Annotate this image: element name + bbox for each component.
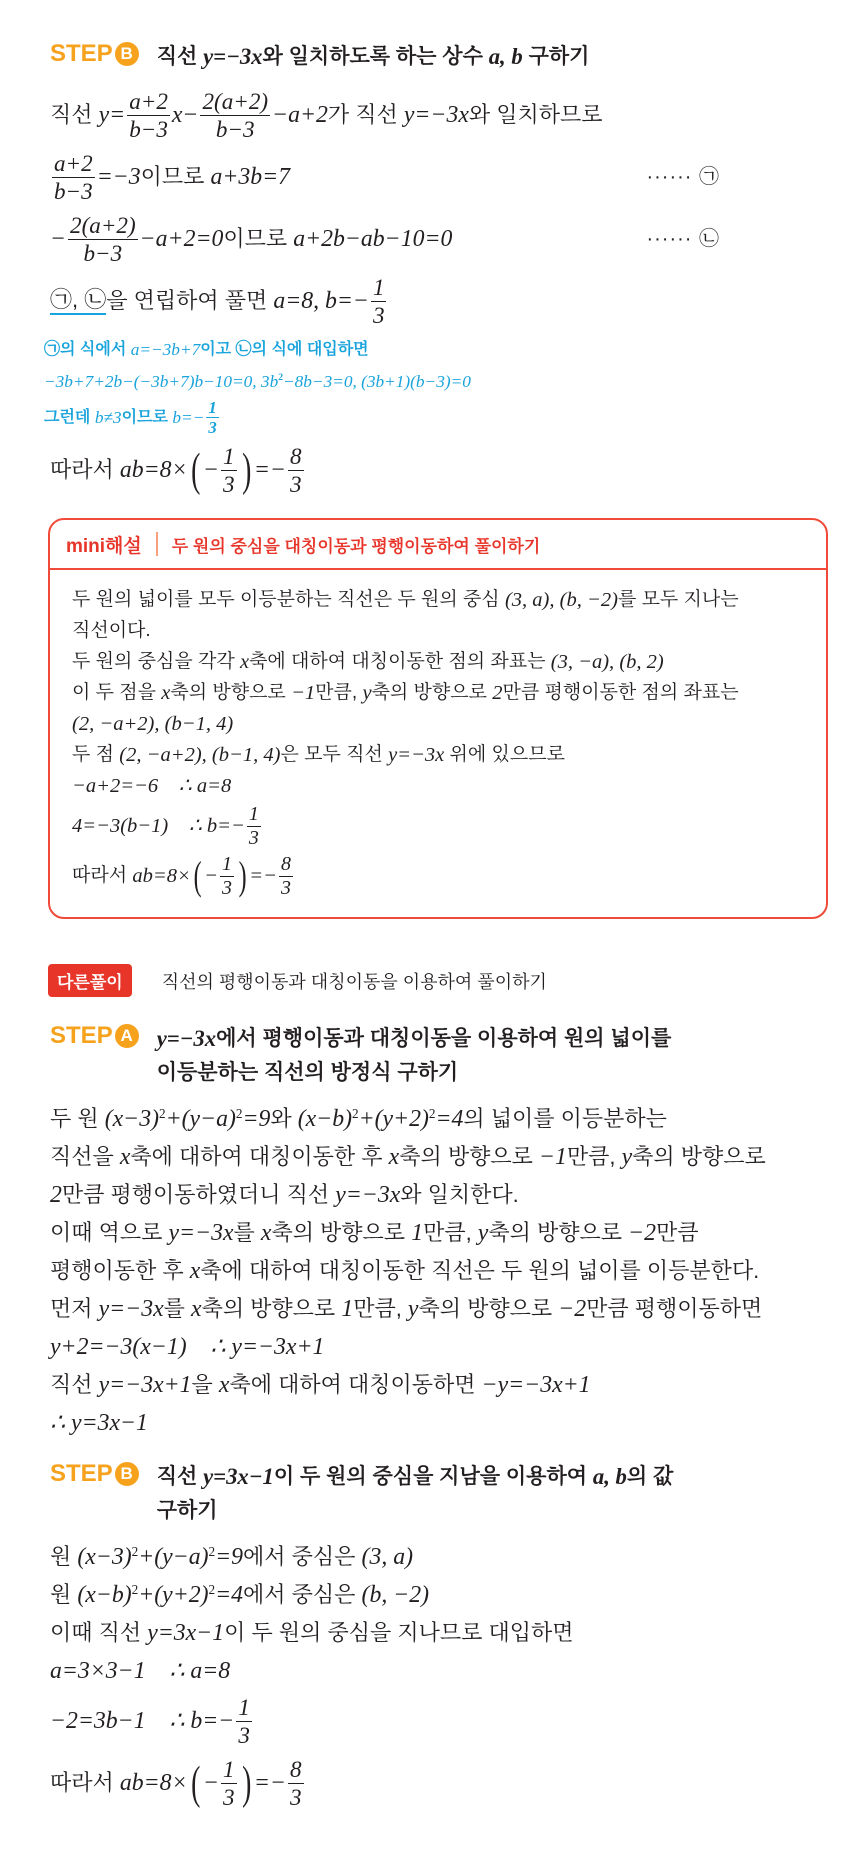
text-line	[157, 40, 590, 74]
text: 만큼 평행이동한 점의 좌표는	[502, 681, 739, 703]
math: a+2b−ab−10=0	[293, 226, 453, 252]
step-label	[50, 40, 139, 68]
fraction	[200, 88, 270, 142]
math: =4	[435, 1106, 464, 1132]
text-line	[50, 1538, 830, 1576]
text-line	[157, 1460, 674, 1494]
math: a=−3b+7	[130, 340, 201, 359]
math: =9	[215, 1544, 244, 1570]
math: x	[218, 1372, 230, 1398]
alternative-solution-header	[48, 964, 547, 997]
fraction	[206, 398, 218, 438]
step-text: STEP	[50, 1460, 113, 1487]
parenthesis: )	[241, 1756, 251, 1808]
step-b-section	[50, 40, 830, 332]
text-line	[50, 1404, 830, 1442]
math: y	[407, 1296, 419, 1322]
math: (2, −a+2), (b−1, 4)	[119, 743, 281, 766]
parenthesis: (	[190, 1756, 200, 1808]
text-line	[72, 851, 806, 901]
text: 이 두 점을	[72, 681, 162, 703]
text-line	[50, 1690, 830, 1752]
text: 와 일치하므로	[468, 102, 603, 127]
text-line	[44, 334, 824, 366]
math: 2	[50, 1182, 62, 1208]
text: 직선	[50, 102, 99, 127]
fraction	[221, 443, 237, 497]
text-line	[50, 270, 830, 332]
math: x	[191, 1296, 202, 1322]
text: 위에 있으므로	[444, 743, 565, 765]
step-text: STEP	[50, 40, 113, 67]
text-line	[72, 584, 806, 615]
math: y	[362, 681, 372, 704]
math: −2=3b−1 ∴ b=−	[50, 1708, 235, 1734]
text: 이므로	[140, 164, 211, 189]
math: a=3×3−1 ∴ a=8	[50, 1658, 231, 1684]
equation-marker: ······ ㉡	[646, 228, 720, 250]
text: 축의 방향으로	[271, 1220, 412, 1245]
text: ㉠의 식에서	[44, 341, 131, 358]
math: −	[202, 457, 219, 484]
step-title	[157, 1460, 674, 1528]
text: 와	[270, 1106, 298, 1131]
text: 에서 중심은	[243, 1582, 362, 1607]
math: −1	[538, 1144, 567, 1170]
text: 두 원의 넓이를 모두 이등분하는 직선은 두 원의 중심	[72, 588, 505, 610]
step-badge: B	[115, 1462, 139, 1486]
math: a, b	[592, 1464, 627, 1489]
text: 두 원의 중심을 각각	[72, 650, 240, 672]
step-badge: A	[115, 1024, 139, 1048]
math: 4=−3(b−1) ∴ b=−	[72, 815, 245, 837]
text: 두 점	[72, 743, 120, 765]
denominator: 3	[208, 418, 217, 438]
text: 축에 대하여 대칭이동하면	[229, 1372, 482, 1397]
text: 직선	[50, 1372, 99, 1397]
math: =9	[242, 1106, 271, 1132]
math: −	[50, 226, 67, 252]
denominator: 3	[280, 876, 291, 899]
text-line	[50, 1100, 830, 1138]
text-line	[50, 1614, 830, 1652]
text-line	[50, 1290, 830, 1328]
math: x	[260, 1220, 272, 1246]
text: 의 넓이를 이등분하는	[463, 1106, 667, 1131]
text-line	[72, 739, 806, 770]
step-title	[157, 1022, 672, 1090]
superscript: 2	[352, 1105, 359, 1121]
math: (x−3)	[77, 1544, 132, 1570]
math: (x−b)	[77, 1582, 132, 1608]
text: 그런데	[44, 408, 95, 426]
math: −2	[558, 1296, 587, 1322]
numerator: 8	[280, 852, 291, 875]
text: 구하기	[156, 1499, 218, 1522]
math: −3b+7+2b−(−3b+7)b−10=0, 3b	[44, 372, 279, 391]
text: 을 연립하여 풀면	[106, 288, 274, 313]
math: (x−b)	[297, 1106, 353, 1132]
text: 구하기	[522, 45, 590, 68]
text: 평행이동한 후	[50, 1258, 190, 1283]
text: 이므로	[121, 408, 173, 426]
math: =−	[253, 457, 286, 484]
math: ab=8×	[119, 457, 188, 484]
text: 이 두 원의 중심을 지남을 이용하여	[273, 1465, 593, 1488]
math: (3, a), (b, −2)	[504, 588, 618, 611]
text: 따라서	[50, 457, 120, 483]
text-line	[50, 443, 830, 497]
alt-badge: 다른풀이	[48, 964, 132, 997]
text-line	[72, 770, 806, 801]
text: 만큼,	[566, 1144, 622, 1169]
text: 두 원	[50, 1106, 105, 1131]
step-badge: B	[115, 42, 139, 66]
math: y=−3x+1	[98, 1372, 192, 1398]
text-line	[72, 677, 806, 708]
mini-label: mini해설	[66, 535, 142, 557]
mini-explanation-box	[48, 518, 828, 919]
fraction	[247, 803, 261, 850]
denominator: 3	[222, 470, 235, 497]
math: −2	[628, 1220, 656, 1246]
math: 2	[492, 681, 503, 704]
text: 이때 직선	[50, 1620, 148, 1645]
numerator: 8	[289, 1755, 302, 1782]
step-a-section	[50, 1022, 830, 1442]
math: x	[189, 1258, 201, 1284]
text: 이 두 원의 중심을 지나므로 대입하면	[224, 1620, 574, 1645]
numerator: 1	[238, 1693, 250, 1720]
denominator: b−3	[83, 239, 123, 266]
math: a=8, b=−	[273, 288, 369, 314]
denominator: 3	[238, 1721, 250, 1748]
denominator: b−3	[54, 177, 93, 204]
text: 를	[233, 1220, 261, 1245]
text: 를 모두 지나는	[617, 588, 739, 610]
parenthesis: (	[190, 443, 200, 495]
fraction	[279, 853, 293, 900]
text-line	[72, 708, 806, 739]
step-title	[157, 40, 590, 74]
denominator: b−3	[215, 115, 255, 142]
conclusion	[50, 443, 830, 497]
math: =−	[249, 865, 277, 887]
superscript: 2	[428, 1105, 436, 1121]
text-line	[50, 1328, 830, 1366]
math: 1	[341, 1296, 354, 1322]
math: y=−3x	[203, 44, 263, 69]
denominator: 3	[222, 1783, 235, 1810]
text-line	[50, 1652, 830, 1690]
step-label	[50, 1022, 139, 1050]
math: −y=−3x+1	[481, 1372, 591, 1398]
text: 만큼,	[423, 1220, 478, 1245]
text: 축의 방향으로	[170, 681, 292, 703]
text-line	[72, 801, 806, 851]
step-header	[50, 1022, 830, 1090]
text: 이때 역으로	[50, 1220, 169, 1245]
mini-header	[50, 520, 826, 570]
text: 축의 방향으로	[632, 1144, 766, 1169]
math: x	[161, 681, 171, 704]
text: 축에 대하여 대칭이동한 직선은 두 원의 넓이를 이등분한다.	[200, 1258, 760, 1283]
text-line	[50, 208, 830, 270]
math: −a+2=−6 ∴ a=8	[72, 774, 232, 797]
text: 먼저	[50, 1296, 99, 1321]
denominator: b−3	[129, 115, 168, 142]
superscript: 2	[208, 1543, 216, 1559]
math: =−	[253, 1770, 286, 1796]
text: 따라서	[50, 1770, 120, 1795]
denominator: 3	[289, 1783, 302, 1810]
text: 축의 방향으로	[418, 1296, 559, 1321]
numerator: a+2	[129, 87, 168, 114]
text: 을	[191, 1372, 219, 1397]
math: −a+2=0	[139, 226, 224, 252]
text: 축에 대하여 대칭이동한 후	[130, 1144, 389, 1169]
math: −	[204, 865, 218, 887]
text-line	[157, 1022, 672, 1056]
superscript: 2	[208, 1581, 216, 1597]
math: y=−3x	[98, 1296, 164, 1322]
text: 이고 ㉡의 식에 대입하면	[200, 341, 369, 358]
fraction	[127, 88, 170, 142]
superscript: 2	[131, 1543, 139, 1559]
text-line	[50, 1576, 830, 1614]
text: 이므로	[223, 226, 294, 251]
superscript: 2	[235, 1105, 243, 1121]
text: 축의 방향으로	[201, 1296, 342, 1321]
text: 가 직선	[327, 102, 404, 127]
superscript: 2	[278, 372, 283, 384]
text-line	[50, 1138, 830, 1176]
parenthesis: )	[238, 853, 247, 899]
numerator: 1	[222, 1755, 235, 1782]
fraction	[220, 853, 234, 900]
text: 에서 평행이동과 대칭이동을 이용하여 원의 넓이를	[216, 1027, 672, 1050]
text-line	[50, 1252, 830, 1290]
underlined-ref: ㉠, ㉡	[50, 287, 106, 315]
text: 따라서	[72, 865, 133, 886]
fraction	[52, 150, 95, 204]
math: −a+2	[272, 102, 328, 128]
text-line	[50, 84, 830, 146]
text: 축의 방향으로	[371, 681, 493, 703]
superscript: 2	[131, 1581, 139, 1597]
math: +(y+2)	[138, 1582, 209, 1608]
math: y	[621, 1144, 633, 1170]
text: 직선이다.	[72, 619, 151, 641]
text-line	[44, 366, 824, 398]
math: b≠3	[94, 407, 122, 427]
text-line	[50, 1366, 830, 1404]
text-line	[50, 1214, 830, 1252]
side-notes	[44, 334, 824, 438]
step-text: STEP	[50, 1022, 113, 1049]
math: (3, −a), (b, 2)	[550, 650, 664, 673]
text-line	[50, 146, 830, 208]
math: b=−	[172, 407, 205, 427]
fraction	[236, 1694, 252, 1748]
text: 축의 방향으로	[488, 1220, 629, 1245]
text: 축에 대하여 대칭이동한 점의 좌표는	[249, 650, 551, 672]
numerator: a+2	[54, 149, 93, 176]
step-label	[50, 1460, 139, 1488]
superscript: 2	[159, 1105, 166, 1121]
text: 원	[50, 1544, 78, 1569]
math: y	[477, 1220, 489, 1246]
denominator: 3	[221, 876, 232, 899]
text-line	[50, 1752, 830, 1814]
denominator: 3	[289, 470, 302, 497]
text: 직선	[156, 1465, 204, 1488]
text: 와 일치한다.	[400, 1182, 519, 1207]
numerator: 1	[248, 802, 259, 825]
text: 를	[163, 1296, 192, 1321]
step-header	[50, 40, 830, 74]
text: 직선	[156, 45, 204, 68]
math: y=−3x	[388, 743, 445, 766]
math: +(y+2)	[358, 1106, 429, 1132]
text-line	[44, 398, 824, 438]
text-line	[72, 615, 806, 646]
text-line	[50, 1176, 830, 1214]
fraction	[371, 274, 387, 328]
math: +(y−a)	[138, 1544, 209, 1570]
alt-text: 직선의 평행이동과 대칭이동을 이용하여 풀이하기	[161, 971, 547, 992]
text: 만큼,	[353, 1296, 408, 1321]
denominator: 3	[372, 301, 385, 328]
text: 만큼 평행이동하였더니 직선	[61, 1182, 336, 1207]
math: y=−3x	[403, 102, 469, 128]
equation-marker: ······ ㉠	[646, 166, 720, 188]
math: (b, −2)	[361, 1582, 430, 1608]
text: 만큼 평행이동하면	[586, 1296, 763, 1321]
text: 축의 방향으로	[399, 1144, 539, 1169]
math: x−	[171, 102, 199, 128]
numerator: 1	[372, 273, 385, 300]
text-line	[157, 1056, 672, 1090]
math: y=−3x	[168, 1220, 234, 1246]
math: (2, −a+2), (b−1, 4)	[72, 712, 234, 735]
divider	[156, 532, 158, 556]
text-line	[72, 646, 806, 677]
math: =−3	[96, 164, 141, 190]
numerator: 1	[222, 443, 235, 469]
math: ab=8×	[132, 865, 191, 887]
parenthesis: )	[241, 443, 251, 495]
fraction	[221, 1756, 237, 1810]
math: =4	[215, 1582, 244, 1608]
math: y=	[98, 102, 126, 128]
mini-title: 두 원의 중심을 대칭이동과 평행이동하여 풀이하기	[171, 536, 541, 556]
math: ∴ y=3x−1	[50, 1410, 148, 1436]
fraction	[288, 443, 304, 497]
text: 와 일치하도록 하는 상수	[262, 45, 489, 68]
denominator: 3	[248, 826, 259, 849]
math: ab=8×	[119, 1770, 188, 1796]
math: (3, a)	[361, 1544, 413, 1570]
math: a, b	[488, 44, 523, 69]
math: y=3x−1	[147, 1620, 225, 1646]
math: −8b−3=0, (3b+1)(b−3)=0	[283, 372, 471, 391]
math: −	[202, 1770, 219, 1796]
math: 1	[411, 1220, 424, 1246]
text: 이등분하는 직선의 방정식 구하기	[156, 1061, 459, 1084]
math: +(y−a)	[165, 1106, 236, 1132]
numerator: 8	[289, 443, 302, 469]
numerator: 1	[208, 398, 217, 417]
numerator: 1	[221, 852, 232, 875]
math: y=−3x	[156, 1026, 217, 1051]
fraction	[288, 1756, 304, 1810]
math: y=3x−1	[203, 1464, 274, 1489]
numerator: 2(a+2)	[70, 211, 136, 238]
text-line	[157, 1494, 674, 1528]
fraction	[68, 212, 138, 266]
text: 은 모두 직선	[280, 743, 389, 765]
math: (x−3)	[104, 1106, 159, 1132]
text: 만큼	[656, 1220, 699, 1245]
text: 에서 중심은	[243, 1544, 362, 1569]
text: 의 값	[626, 1465, 674, 1488]
step-header	[50, 1460, 830, 1528]
parenthesis: (	[193, 853, 202, 899]
numerator: 2(a+2)	[202, 87, 269, 114]
math: x	[388, 1144, 400, 1170]
math: y=−3x	[335, 1182, 401, 1208]
math: x	[239, 650, 250, 673]
math: y+2=−3(x−1) ∴ y=−3x+1	[50, 1334, 325, 1360]
text: 직선을	[50, 1144, 120, 1169]
mini-body	[50, 570, 826, 917]
math: a+3b=7	[210, 164, 291, 190]
text: 원	[50, 1582, 78, 1607]
math: x	[119, 1144, 131, 1170]
math: −1	[291, 681, 316, 704]
step-b2-section	[50, 1460, 830, 1814]
text: 만큼,	[315, 681, 363, 703]
